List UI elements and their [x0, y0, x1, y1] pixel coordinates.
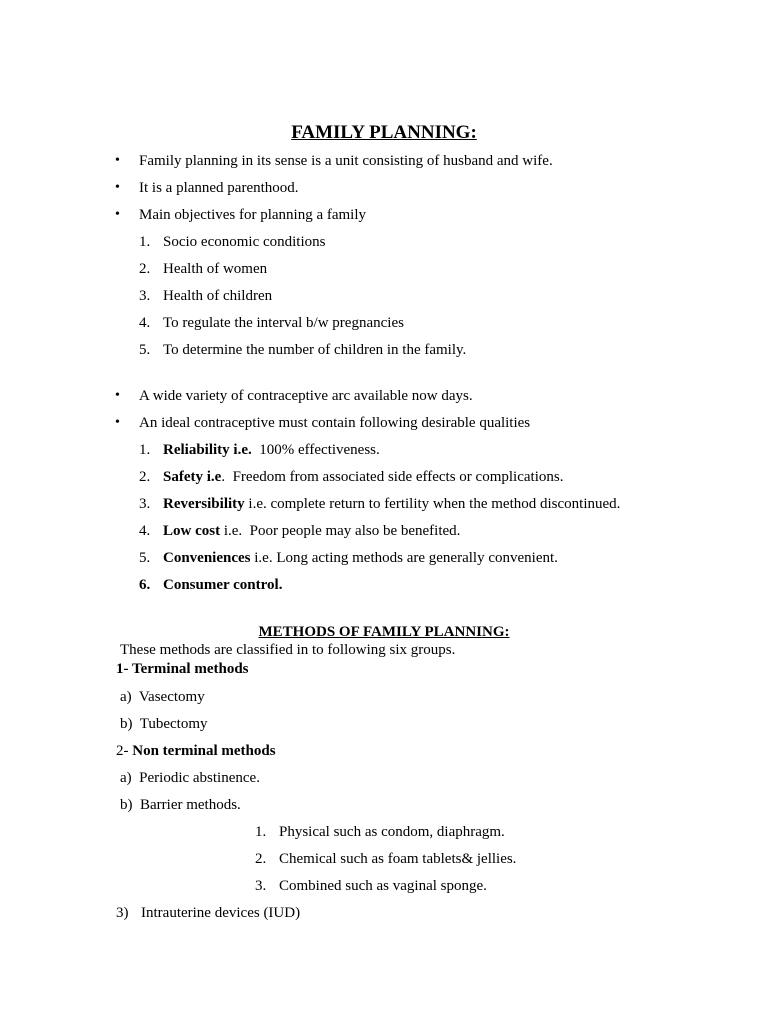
list-number: 6.: [139, 577, 151, 593]
group-heading: [116, 742, 276, 760]
bullet-icon: •: [115, 153, 120, 168]
list-item: [120, 715, 208, 733]
list-number: 3.: [139, 496, 151, 512]
list-item: It is a planned parenthood.: [139, 180, 299, 196]
quality-term: Low cost: [163, 523, 221, 539]
list-number: 5.: [139, 342, 151, 358]
section-title: METHODS OF FAMILY PLANNING:: [258, 624, 510, 640]
list-number: 4.: [139, 315, 151, 331]
list-item-text: Barrier methods.: [140, 797, 241, 813]
list-letter: a): [120, 689, 132, 705]
list-item: [120, 769, 260, 787]
quality-term: Safety i.e: [163, 469, 222, 485]
bullet-icon: •: [115, 180, 120, 195]
list-item: [163, 549, 558, 567]
list-item: [163, 441, 380, 459]
page-title: FAMILY PLANNING:: [291, 122, 477, 143]
group-heading: 1- Terminal methods: [116, 661, 249, 677]
group-heading: Intrauterine devices (IUD): [141, 905, 301, 921]
quality-description: i.e. complete return to fertility when the method discontinued.: [244, 496, 621, 512]
list-letter: b): [120, 797, 133, 813]
quality-description: . Freedom from associated side effects or complications.: [221, 469, 564, 485]
list-item: [163, 468, 563, 486]
quality-description: i.e. Long acting methods are generally convenient.: [250, 550, 558, 566]
list-number: 1.: [255, 824, 267, 840]
bullet-icon: •: [115, 415, 120, 430]
list-item: Health of women: [163, 261, 268, 277]
list-number: 2.: [255, 851, 267, 867]
list-item-text: Tubectomy: [139, 716, 208, 732]
list-item: An ideal contraceptive must contain following desirable qualities: [139, 415, 531, 431]
list-item-text: Periodic abstinence.: [139, 770, 260, 786]
group-number: 3): [116, 905, 129, 921]
list-item: [163, 576, 282, 594]
list-number: 1.: [139, 442, 151, 458]
list-item: [163, 495, 620, 513]
quality-description: i.e. Poor people may also be benefited.: [220, 523, 461, 539]
group-heading-text: Non terminal methods: [132, 743, 276, 759]
list-item: To determine the number of children in the family.: [163, 342, 467, 358]
quality-term: Consumer control.: [163, 577, 283, 593]
list-letter: b): [120, 716, 133, 732]
list-item: Socio economic conditions: [163, 234, 326, 250]
list-item: Chemical such as foam tablets& jellies.: [279, 851, 517, 867]
list-number: 3.: [139, 288, 151, 304]
list-number: 3.: [255, 878, 267, 894]
list-item: Health of children: [163, 288, 273, 304]
list-number: 1.: [139, 234, 151, 250]
list-item-text: Vasectomy: [138, 689, 205, 705]
list-number: 4.: [139, 523, 151, 539]
list-item: Combined such as vaginal sponge.: [279, 878, 487, 894]
quality-description: 100% effectiveness.: [251, 442, 380, 458]
list-item: Main objectives for planning a family: [139, 207, 367, 223]
list-item: [120, 688, 205, 706]
list-item: [163, 522, 460, 540]
list-item: Family planning in its sense is a unit consisting of husband and wife.: [139, 153, 553, 169]
list-item: Physical such as condom, diaphragm.: [279, 824, 505, 840]
list-number: 2.: [139, 469, 151, 485]
list-number: 2.: [139, 261, 151, 277]
bullet-icon: •: [115, 207, 120, 222]
section-intro: These methods are classified in to following six groups.: [120, 642, 456, 658]
list-item: A wide variety of contraceptive arc available now days.: [139, 388, 473, 404]
quality-term: Reliability i.e.: [163, 442, 252, 458]
list-number: 5.: [139, 550, 151, 566]
quality-term: Reversibility: [163, 496, 245, 512]
group-number: 2-: [116, 743, 133, 759]
list-item: [120, 796, 241, 814]
quality-term: Conveniences: [163, 550, 251, 566]
list-letter: a): [120, 770, 132, 786]
bullet-icon: •: [115, 388, 120, 403]
list-item: To regulate the interval b/w pregnancies: [163, 315, 404, 331]
